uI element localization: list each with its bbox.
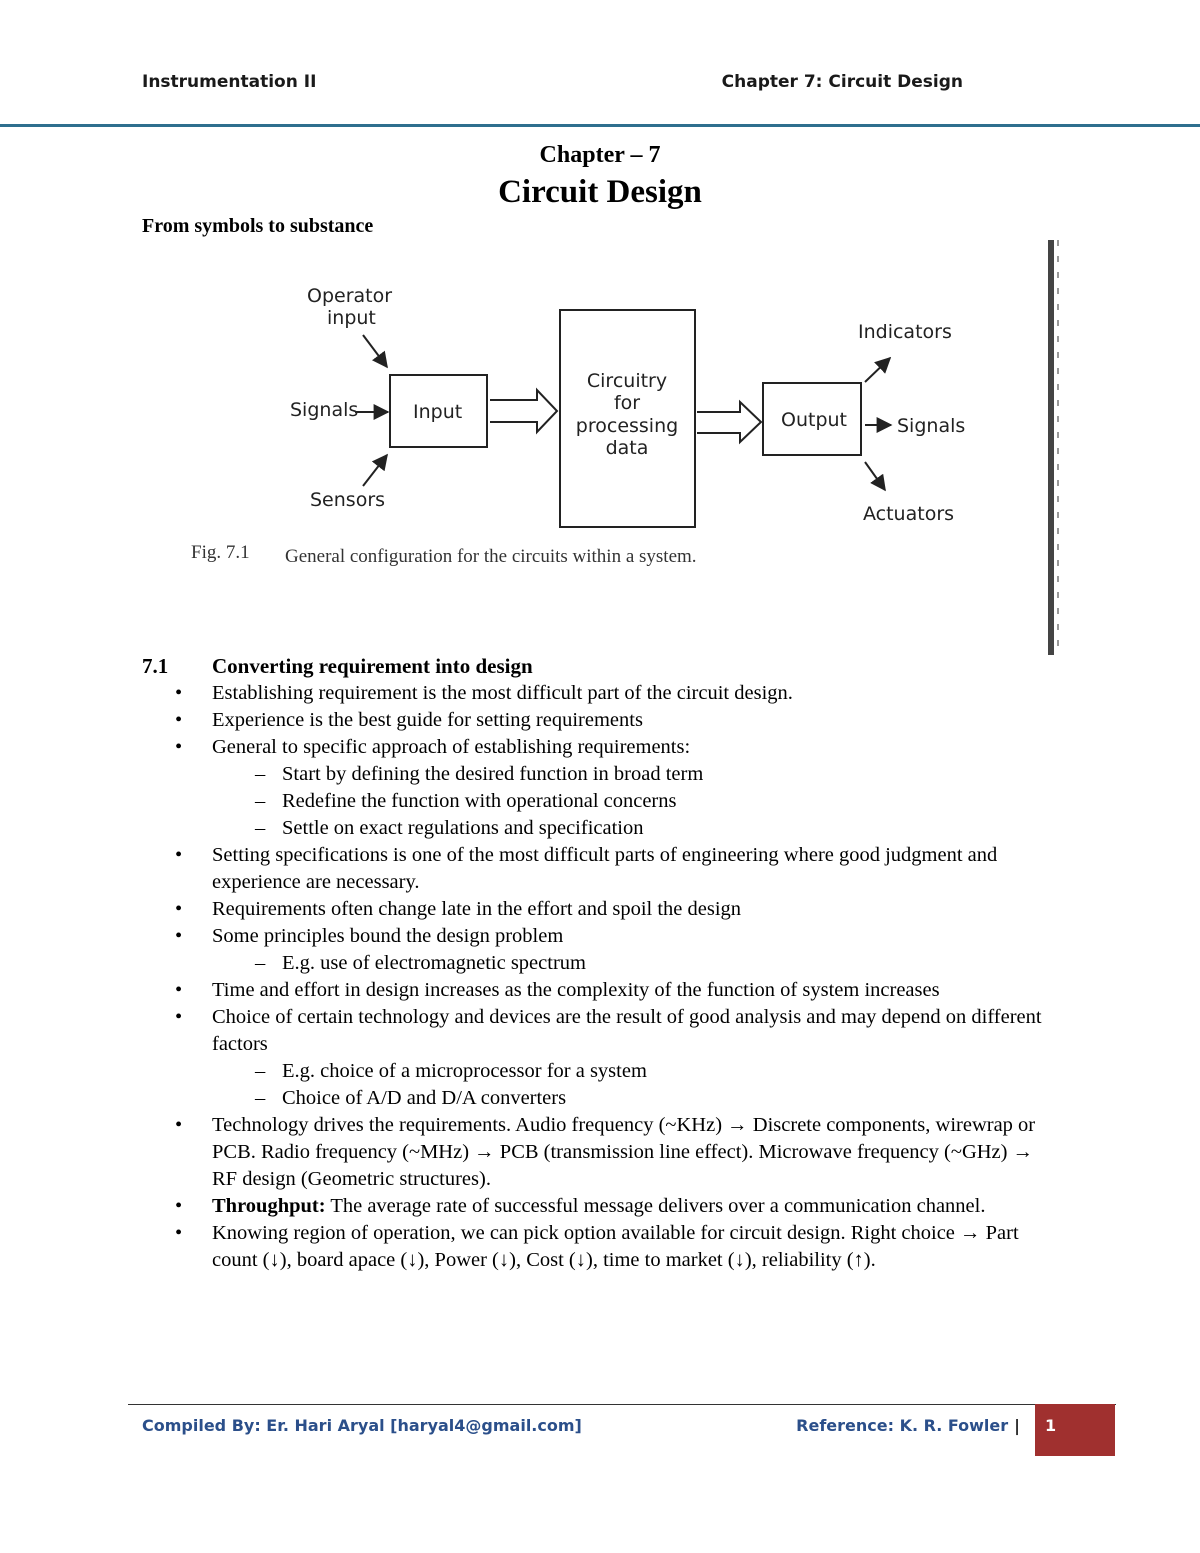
label-operator-line2: input — [327, 307, 376, 329]
label-input-block: Input — [413, 401, 463, 423]
requirements-list — [142, 680, 1062, 1274]
page-number: 1 — [1045, 1416, 1057, 1435]
arrow-input-processing — [490, 390, 557, 432]
footer-divider — [128, 1404, 1116, 1405]
sub-list-item: – E.g. use of electromagnetic spectrum — [142, 950, 1062, 977]
list-item-throughput — [142, 1193, 1062, 1220]
arrow-sensors — [363, 455, 387, 486]
footer-reference-text: Reference: K. R. Fowler — [796, 1416, 1009, 1435]
arrow-actuators — [865, 462, 885, 490]
list-item: • Time and effort in design increases as the complexity of the function of system increases — [142, 977, 1062, 1004]
arrow-processing-output — [697, 402, 761, 442]
list-item: • Experience is the best guide for setting requirements — [142, 707, 1062, 734]
label-sensors: Sensors — [310, 489, 386, 511]
sub-list-item: – Choice of A/D and D/A converters — [142, 1085, 1062, 1112]
sub-list-item: – E.g. choice of a microprocessor for a system — [142, 1058, 1062, 1085]
list-item: • Knowing region of operation, we can pick option available for circuit design. Right choice → Part count (↓), board apace (↓), Power (↓), Cost (↓), time to market (↓), reliability (↑). — [142, 1220, 1062, 1274]
block-diagram-figure — [185, 240, 1060, 655]
chapter-title: Circuit Design — [498, 174, 702, 210]
chapter-subtitle: From symbols to substance — [142, 215, 374, 237]
label-signals-out: Signals — [897, 415, 966, 437]
header-divider — [0, 124, 1200, 127]
page-number-box — [1035, 1404, 1115, 1456]
list-item: • General to specific approach of establishing requirements: — [142, 734, 1062, 761]
list-item: • Setting specifications is one of the most difficult parts of engineering where good judgment and experience are necessary. — [142, 842, 1062, 896]
label-indicators: Indicators — [858, 321, 952, 343]
list-item: • Some principles bound the design problem — [142, 923, 1062, 950]
label-processing-4: data — [605, 437, 649, 459]
label-processing-1: Circuitry — [586, 370, 668, 392]
throughput-term: Throughput: — [212, 1195, 326, 1217]
list-item: • Technology drives the requirements. Audio frequency (~KHz) → Discrete components, wirewrap or PCB. Radio frequency (~MHz) → PCB (transmission line effect). Microwave frequency (~GHz) → RF design (Geometric structures). — [142, 1112, 1062, 1193]
section-title: Converting requirement into design — [212, 654, 533, 678]
label-signals-in: Signals — [290, 399, 359, 421]
list-item: • Requirements often change late in the effort and spoil the design — [142, 896, 1062, 923]
chapter-number: Chapter – 7 — [539, 142, 661, 168]
sub-list-item: – Redefine the function with operational concerns — [142, 788, 1062, 815]
throughput-definition: The average rate of successful message delivers over a communication channel. — [325, 1195, 986, 1217]
scan-edge — [1048, 240, 1054, 655]
arrow-indicators — [865, 358, 890, 382]
sub-list-item: – Start by defining the desired function in broad term — [142, 761, 1062, 788]
header-left: Instrumentation II — [142, 72, 317, 92]
footer-separator: | — [1014, 1416, 1020, 1435]
section-number: 7.1 — [142, 654, 169, 678]
list-item: • Choice of certain technology and devices are the result of good analysis and may depend on different factors — [142, 1004, 1062, 1058]
footer-compiled-by: Compiled By: Er. Hari Aryal [haryal4@gmail.com] — [142, 1416, 582, 1435]
sub-list-item: – Settle on exact regulations and specification — [142, 815, 1062, 842]
list-item: • Establishing requirement is the most difficult part of the circuit design. — [142, 680, 1062, 707]
label-processing-3: processing — [575, 415, 679, 437]
section-heading — [142, 654, 533, 679]
label-processing-2: for — [613, 392, 641, 414]
label-actuators: Actuators — [863, 503, 955, 525]
label-operator-line1: Operator — [307, 285, 393, 307]
header-right: Chapter 7: Circuit Design — [721, 72, 963, 92]
arrow-operator — [363, 335, 387, 367]
label-output-block: Output — [781, 409, 847, 431]
figure-caption-label: Fig. 7.1 — [191, 542, 250, 563]
footer-reference — [796, 1416, 1020, 1435]
figure-caption-text: General configuration for the circuits within a system. — [285, 546, 697, 567]
